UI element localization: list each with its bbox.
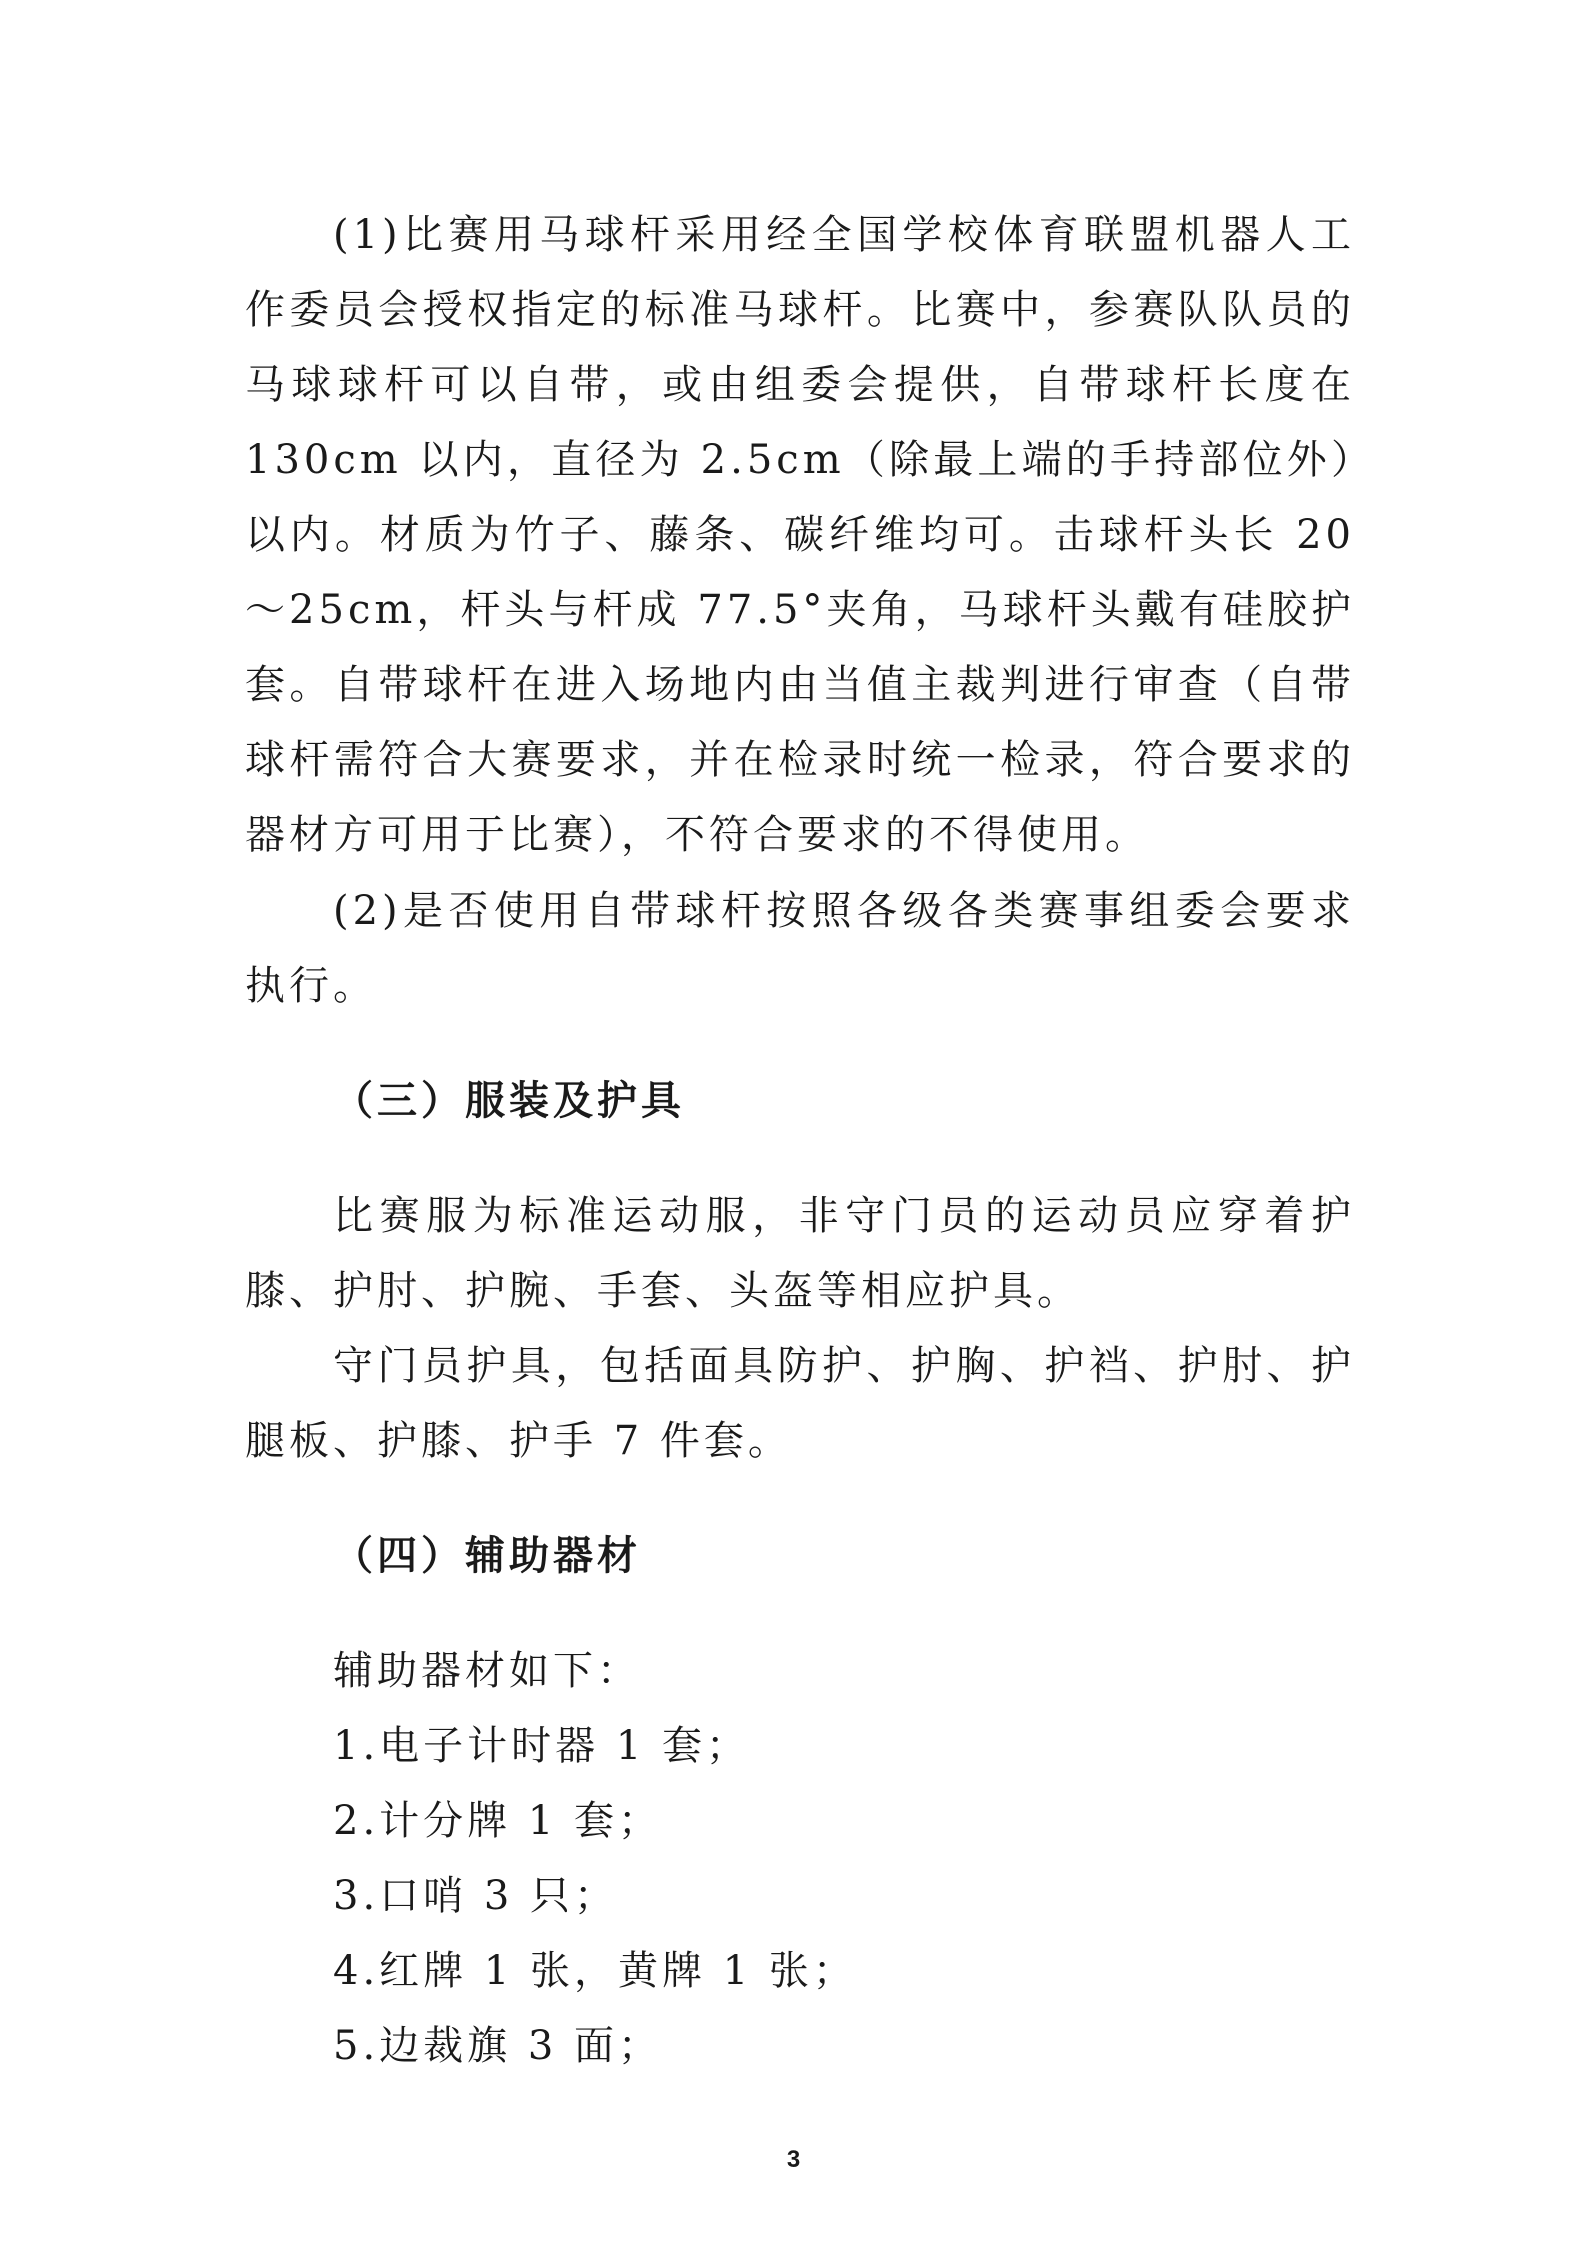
clothing-paragraph: 比赛服为标准运动服，非守门员的运动员应穿着护膝、护肘、护腕、手套、头盔等相应护具。: [245, 1193, 1355, 1314]
goalkeeper-gear-paragraph: 守门员护具，包括面具防护、护胸、护裆、护肘、护腿板、护膝、护手 7 件套。: [245, 1343, 1355, 1464]
list-item: 1.电子计时器 1 套；: [333, 1723, 751, 1769]
aux-equipment-intro: 辅助器材如下：: [333, 1648, 641, 1694]
list-item: 3.口哨 3 只；: [333, 1873, 619, 1919]
section-heading-clothing: （三）服装及护具: [333, 1077, 685, 1124]
page-number: 3: [786, 2146, 801, 2173]
list-item: 4.红牌 1 张，黄牌 1 张；: [333, 1948, 857, 1994]
own-mallet-usage-paragraph: (2)是否使用自带球杆按照各级各类赛事组委会要求执行。: [245, 888, 1355, 1009]
section-heading-aux-equipment: （四）辅助器材: [333, 1532, 641, 1579]
mallet-rules-paragraph: (1)比赛用马球杆采用经全国学校体育联盟机器人工作委员会授权指定的标准马球杆。比赛中，参赛队队员的马球球杆可以自带，或由组委会提供，自带球杆长度在 130cm 以内，直径为 2.5cm（除最上端的手持部位外）以内。材质为竹子、藤条、碳纤维均可。击球杆头长 20～25cm，杆头与杆成 77.5°夹角，马球杆头戴有硅胶护套。自带球杆在进入场地内由当值主裁判进行审查（自带球杆需符合大赛要求，并在检录时统一检录，符合要求的器材方可用于比赛），不符合要求的不得使用。: [245, 212, 1355, 858]
list-item: 5.边裁旗 3 面；: [333, 2023, 663, 2069]
list-item: 2.计分牌 1 套；: [333, 1798, 663, 1844]
